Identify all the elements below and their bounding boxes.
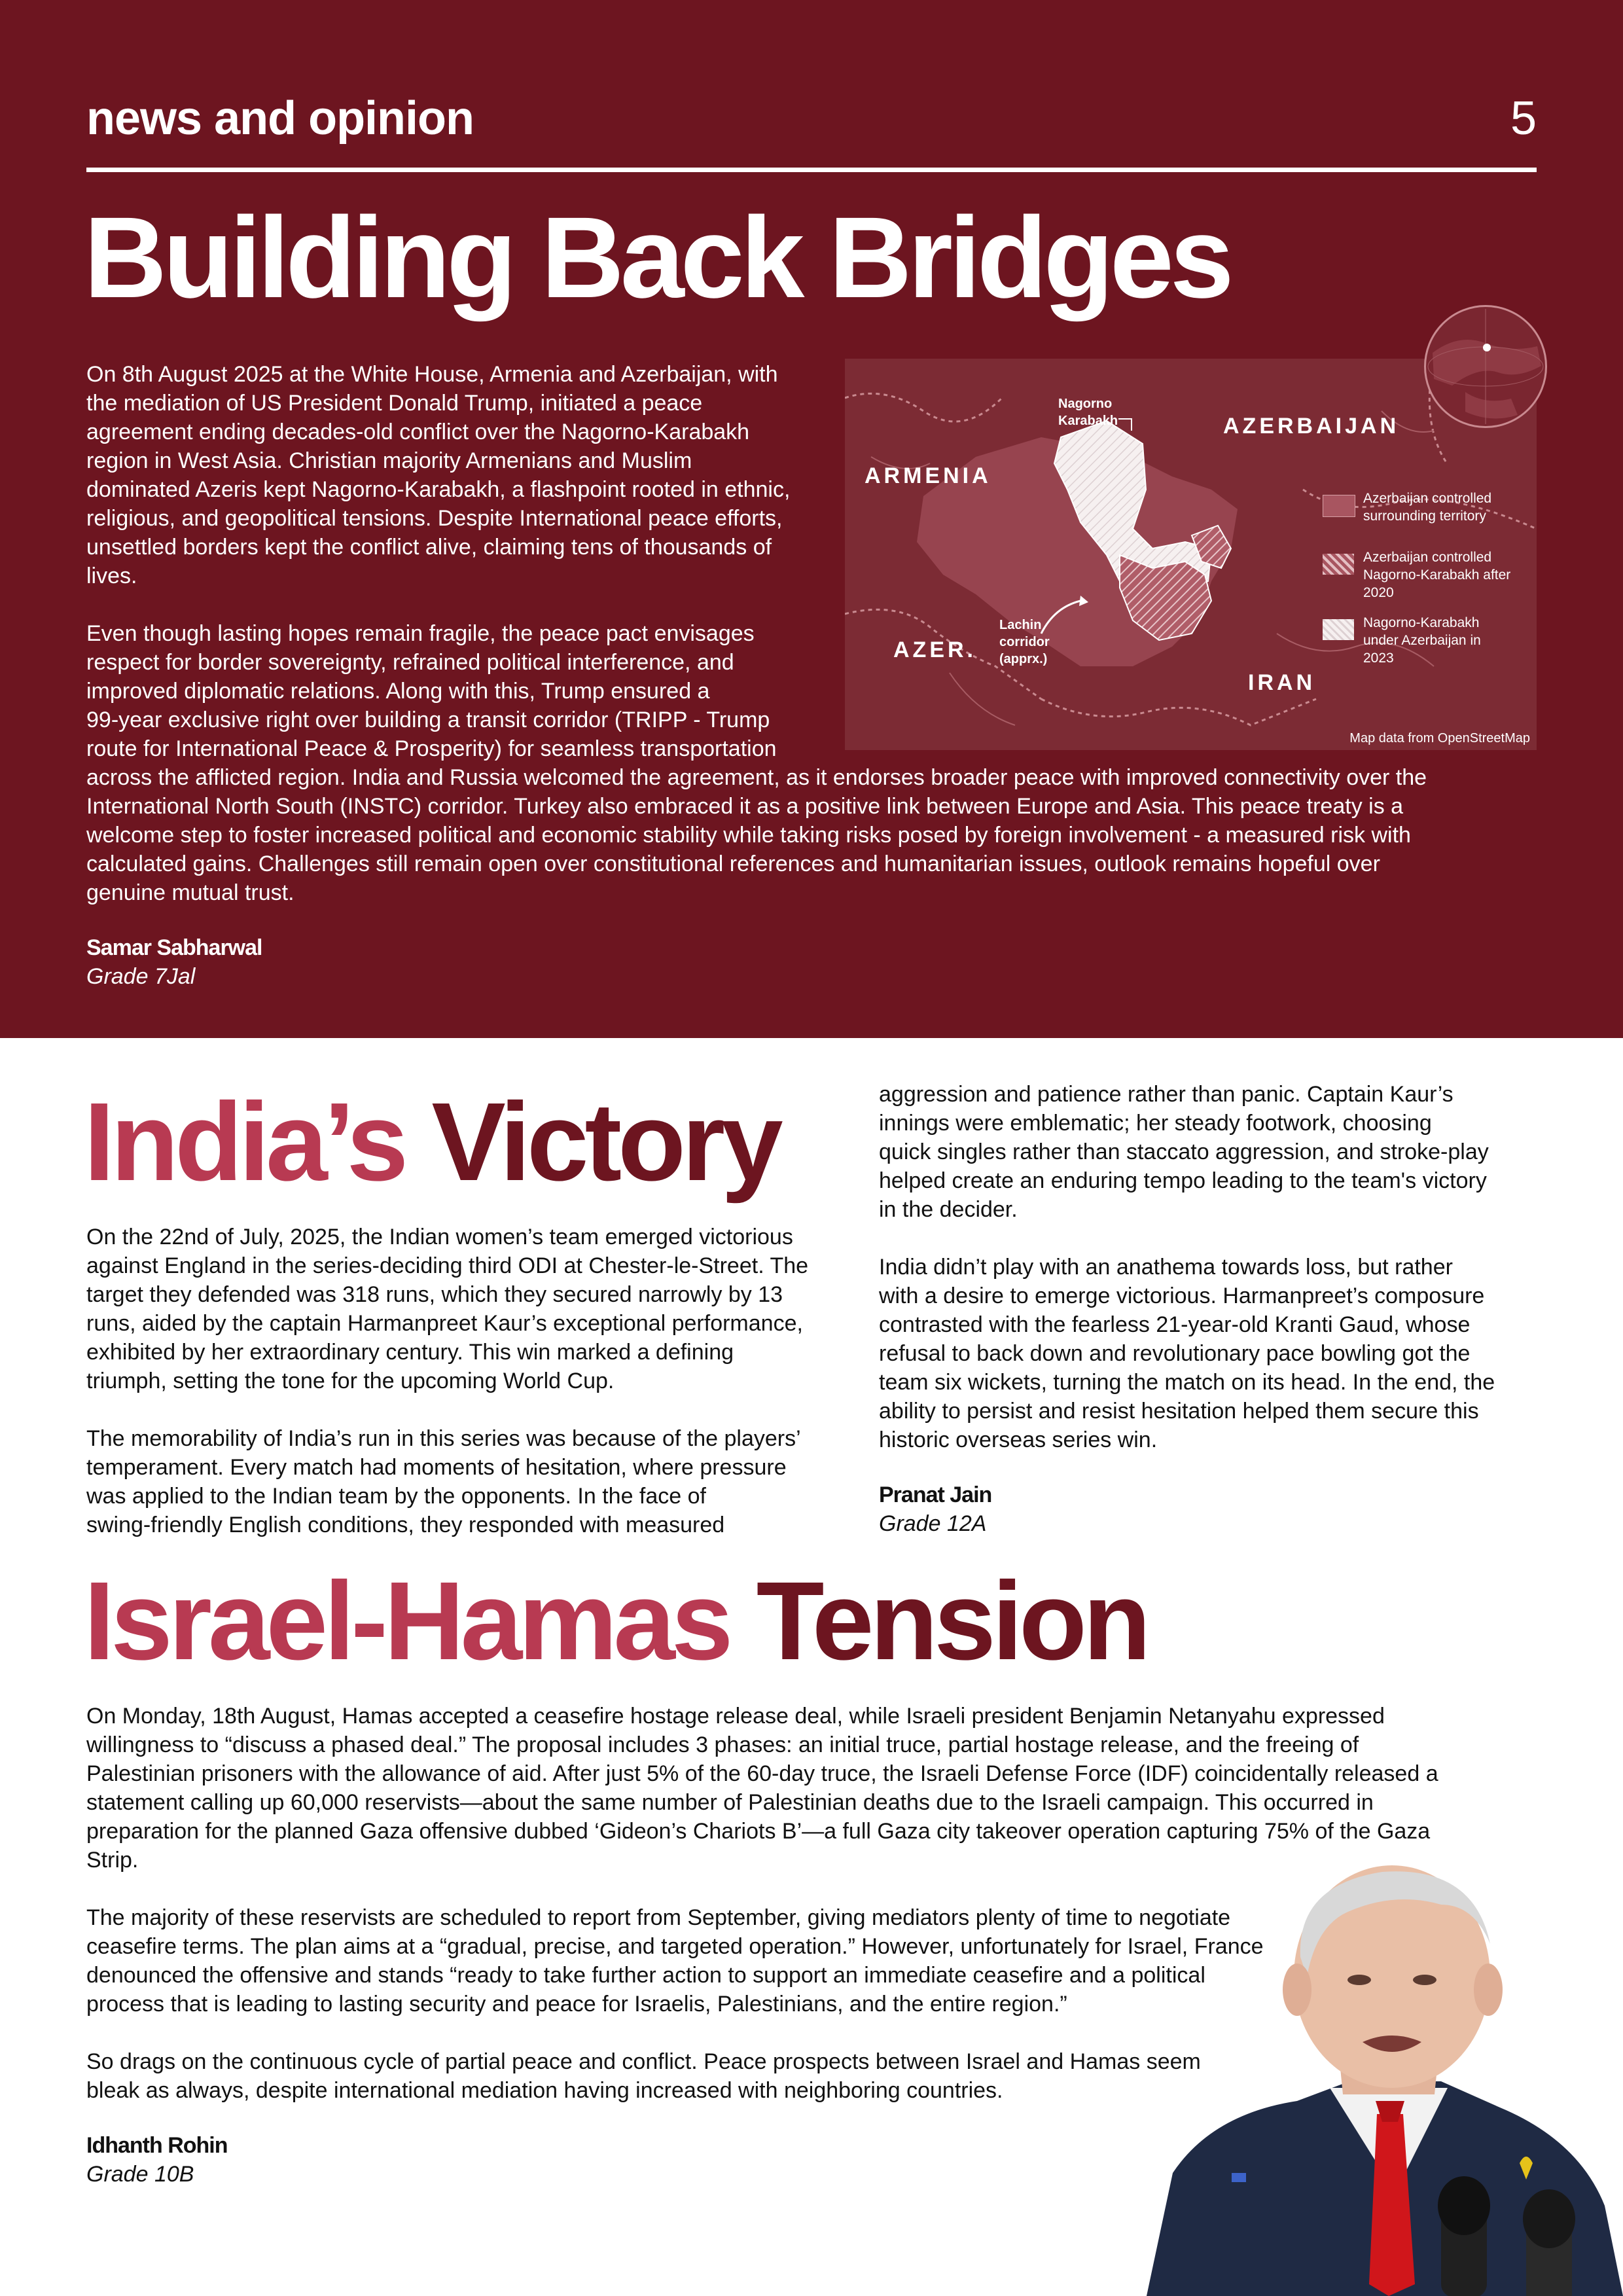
article2-author: Pranat Jain xyxy=(879,1482,992,1507)
legend-swatch-2023 xyxy=(1323,619,1354,640)
map-label-azerbaijan: AZERBAIJAN xyxy=(1223,414,1400,439)
headline-indias-victory xyxy=(84,1080,779,1204)
legend-text-surrounding: Azerbaijan controlled surrounding territory xyxy=(1363,491,1492,524)
legend-text-2023: Nagorno-Karabakh under Azerbaijan in 2023 xyxy=(1363,615,1481,666)
article2-paragraph-1: On the 22nd of July, 2025, the Indian women’s team emerged victorious against England in the series-deciding third ODI at Chester-le-Street. The target they defended was 318 runs, which they secured narrowly by 13 runs, aided by the captain Harmanpreet Kaur’s exceptional performance, exhibited by her extraordinary century. This win marked a defining triumph, setting the tone for the upcoming World Cup. xyxy=(86,1225,809,1393)
article1-paragraph-1: On 8th August 2025 at the White House, Armenia and Azerbaijan, with the mediation of US President Donald Trump, initiated a peace agreement ending decades-old conflict over the Nagorno-Karabakh region in West Asia. Christian majority Armenians and Muslim dominated Azeris kept Nagorno-Karabakh, a flashpoint rooted in ethnic, religious, and geopolitical tensions. Despite International peace efforts, unsettled borders kept the conflict alive, claiming tens of thousands of lives. xyxy=(86,362,791,588)
map-label-azer: AZER. xyxy=(893,637,976,662)
section-title: news and opinion xyxy=(86,92,474,145)
article3-paragraph-2: The majority of these reservists are scheduled to report from September, giving mediators plenty of time to negotiate ceasefire terms. The plan aims at a “gradual, precise, and targeted operation.” However, unfortunately for Israel, France denounced the offensive and stands “ready to take further action to support an immediate ceasefire and a political process that is leading to lasting security and peace for Israelis, Palestinians, and the entire region.” xyxy=(86,1905,1264,2017)
headline-israel-hamas-part2: Tension xyxy=(756,1559,1147,1683)
article3-grade: Grade 10B xyxy=(86,2162,194,2187)
article1-narrow-text xyxy=(86,360,839,763)
headline-israel-hamas-part1: Israel-Hamas xyxy=(84,1559,730,1683)
article1-byline xyxy=(86,933,262,991)
headline-indias-victory-part2: Victory xyxy=(431,1080,779,1204)
legend-text-after-2020: Azerbaijan controlled Nagorno-Karabakh after 2020 xyxy=(1363,550,1511,600)
map-label-nagorno-karabakh: Nagorno Karabakh xyxy=(1058,397,1118,428)
article1-wide-text xyxy=(86,763,1546,907)
top-banner xyxy=(0,0,1623,1038)
speaker-photo-graphic xyxy=(1133,1865,1623,2296)
map-label-armenia: ARMENIA xyxy=(865,463,991,488)
globe-locator xyxy=(1424,305,1547,428)
article1-author: Samar Sabharwal xyxy=(86,935,262,960)
globe-graphic xyxy=(1426,307,1545,426)
article2-grade: Grade 12A xyxy=(879,1511,987,1536)
article2-paragraph-2: The memorability of India’s run in this series was because of the players’ temperament. Every match had moments of hesitation, where pressure was applied to the Indian team by the opponents. In the face of swing-friendly English conditions, they responded with measured xyxy=(86,1426,801,1537)
map-label-iran: IRAN xyxy=(1248,670,1316,695)
article3-author: Idhanth Rohin xyxy=(86,2133,228,2158)
article1-paragraph-3: across the afflicted region. India and Russia welcomed the agreement, as it endorses broader peace with improved connectivity over the International North South (INSTC) corridor. Turkey also embraced it as a positive link between Europe and Asia. This peace treaty is a welcome step to foster increased political and economic stability while taking risks posed by foreign involvement - a measured risk with calculated gains. Challenges still remain open over constitutional references and humanitarian issues, outlook remains hopeful over genuine mutual trust. xyxy=(86,765,1427,905)
header-rule xyxy=(86,168,1537,172)
page-number: 5 xyxy=(1510,92,1537,145)
article1-paragraph-2: Even though lasting hopes remain fragile, the peace pact envisages respect for border sovereignty, refrained political interference, and improved diplomatic relations. Along with this, Trump ensured a 99-year exclusive right over building a transit corridor (TRIPP - Trump route for International Peace & Prosperity) for seamless transportation xyxy=(86,621,777,761)
map-credit: Map data from OpenStreetMap xyxy=(1349,731,1530,745)
caucasus-map xyxy=(845,359,1537,750)
headline-indias-victory-part1: India’s xyxy=(84,1080,405,1204)
headline-israel-hamas-tension xyxy=(84,1559,1147,1683)
article2-paragraph-3: aggression and patience rather than panic. Captain Kaur’s innings were emblematic; her steady footwork, choosing quick singles rather than staccato aggression, and stroke-play helped create an enduring tempo leading to the team's victory in the decider. xyxy=(879,1082,1489,1222)
article1-grade: Grade 7Jal xyxy=(86,964,196,989)
legend-swatch-surrounding xyxy=(1323,495,1355,517)
speaker-photo xyxy=(1133,1865,1623,2296)
legend-item-surrounding xyxy=(1323,490,1532,548)
map-legend xyxy=(1323,490,1532,679)
map-label-lachin-corridor: Lachin corridor (apprx.) xyxy=(999,618,1050,666)
article2-byline xyxy=(879,1480,991,1538)
headline-building-back-bridges: Building Back Bridges xyxy=(84,194,1230,322)
article2-right-column xyxy=(879,1080,1553,1454)
article3-paragraph-3: So drags on the continuous cycle of partial peace and conflict. Peace prospects between Israel and Hamas seem bleak as always, despite international mediation having increased with neighboring countries. xyxy=(86,2049,1201,2103)
legend-swatch-after-2020 xyxy=(1323,554,1354,575)
article2-paragraph-4: India didn’t play with an anathema towards loss, but rather with a desire to emerge victorious. Harmanpreet’s composure contrasted with the fearless 21-year-old Kranti Gaud, whose refusal to back down and revolutionary pace bowling got the team six wickets, turning the match on its head. In the end, the ability to persist and resist hesitation helped them secure this historic overseas series win. xyxy=(879,1255,1495,1452)
article2-left-column xyxy=(86,1223,872,1539)
article3-byline xyxy=(86,2131,228,2189)
article3-paragraph-1: On Monday, 18th August, Hamas accepted a ceasefire hostage release deal, while Israeli president Benjamin Netanyahu expressed willingness to “discuss a phased deal.” The proposal includes 3 phases: an initial truce, partial hostage release, and the freeing of Palestinian prisoners with the allowance of aid. After just 5% of the 60-day truce, the Israeli Defense Force (IDF) coincidentally released a statement calling up 60,000 reservists—about the same number of Palestinian deaths due to the Israeli campaign. This occurred in preparation for the planned Gaza offensive dubbed ‘Gideon’s Chariots B’—a full Gaza city takeover operation capturing 75% of the Gaza Strip. xyxy=(86,1704,1438,1873)
legend-item-2023 xyxy=(1323,614,1532,679)
legend-item-after-2020 xyxy=(1323,548,1532,614)
